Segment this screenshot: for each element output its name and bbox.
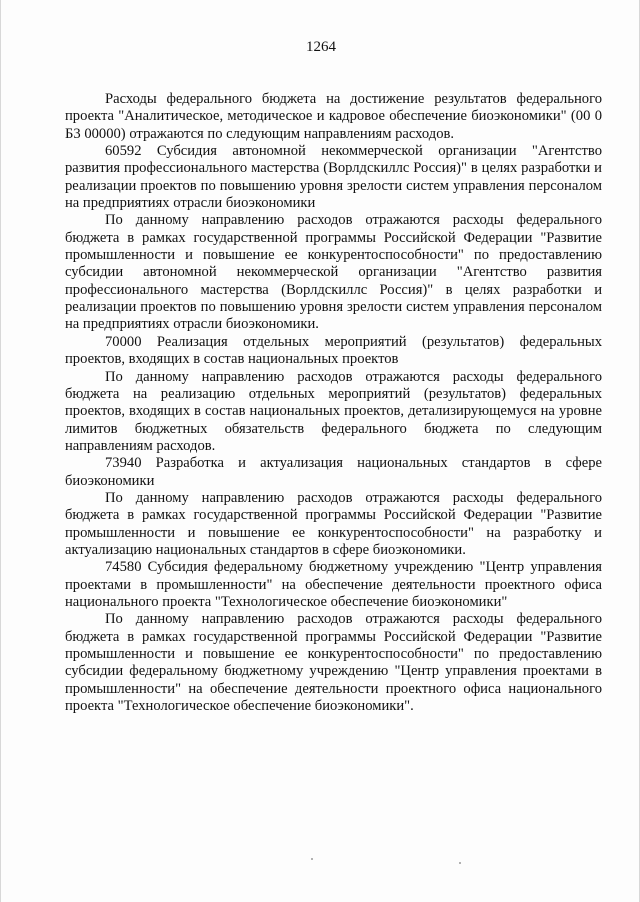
page-number: 1264 — [306, 39, 336, 55]
paragraph-body-73940: По данному направлению расходов отражаются расходы федерального бюджета в рамках государственной программы Российской Федерации "Развитие промышленности и повышение ее конкурентоспособности" на разработку и актуализацию национальных стандартов в сфере биоэкономики. — [65, 489, 602, 558]
paragraph-heading-73940: 73940 Разработка и актуализация национальных стандартов в сфере биоэкономики — [65, 455, 602, 489]
paragraph-heading-60592: 60592 Субсидия автономной некоммерческой организации "Агентство развития профессионального мастерства (Ворлдскиллс Россия)" в целях разработки и реализации проектов по повышению уровня зрелости систем управления персоналом на предприятиях отрасли биоэкономики — [65, 143, 602, 212]
paragraph-body-74580: По данному направлению расходов отражаются расходы федерального бюджета в рамках государственной программы Российской Федерации "Развитие промышленности и повышение ее конкурентоспособности" по предоставлению субсидии федеральному бюджетному учреждению "Центр управления проектами в промышленности" на обеспечение деятельности проектного офиса национального проекта "Технологическое обеспечение биоэкономики". — [65, 611, 602, 715]
paragraph-body-70000: По данному направлению расходов отражаются расходы федерального бюджета на реализацию отдельных мероприятий (результатов) федеральных проектов, входящих в состав национальных проектов, детализирующемуся на уровне лимитов бюджетных обязательств федерального бюджета по следующим направлениям расходов. — [65, 368, 602, 454]
scan-speck — [311, 858, 313, 860]
paragraph-heading-74580: 74580 Субсидия федеральному бюджетному учреждению "Центр управления проектами в промышленности" на обеспечение деятельности проектного офиса национального проекта "Технологическое обеспечение биоэкономики" — [65, 559, 602, 610]
scan-speck — [459, 862, 461, 864]
paragraph-heading-70000: 70000 Реализация отдельных мероприятий (результатов) федеральных проектов, входящих в состав национальных проектов — [65, 333, 602, 368]
document-body — [65, 91, 602, 715]
paragraph-body-60592: По данному направлению расходов отражаются расходы федерального бюджета в рамках государственной программы Российской Федерации "Развитие промышленности и повышение ее конкурентоспособности" по предоставлению субсидии автономной некоммерческой организации "Агентство развития профессионального мастерства (Ворлдскиллс Россия)" в целях разработки и реализации проектов по повышению уровня зрелости систем управления персоналом на предприятиях отрасли биоэкономики. — [65, 212, 602, 333]
paragraph-intro: Расходы федерального бюджета на достижение результатов федерального проекта "Аналитическое, методическое и кадровое обеспечение биоэкономики" (00 0 Б3 00000) отражаются по следующим направлениям расходов. — [65, 91, 602, 142]
